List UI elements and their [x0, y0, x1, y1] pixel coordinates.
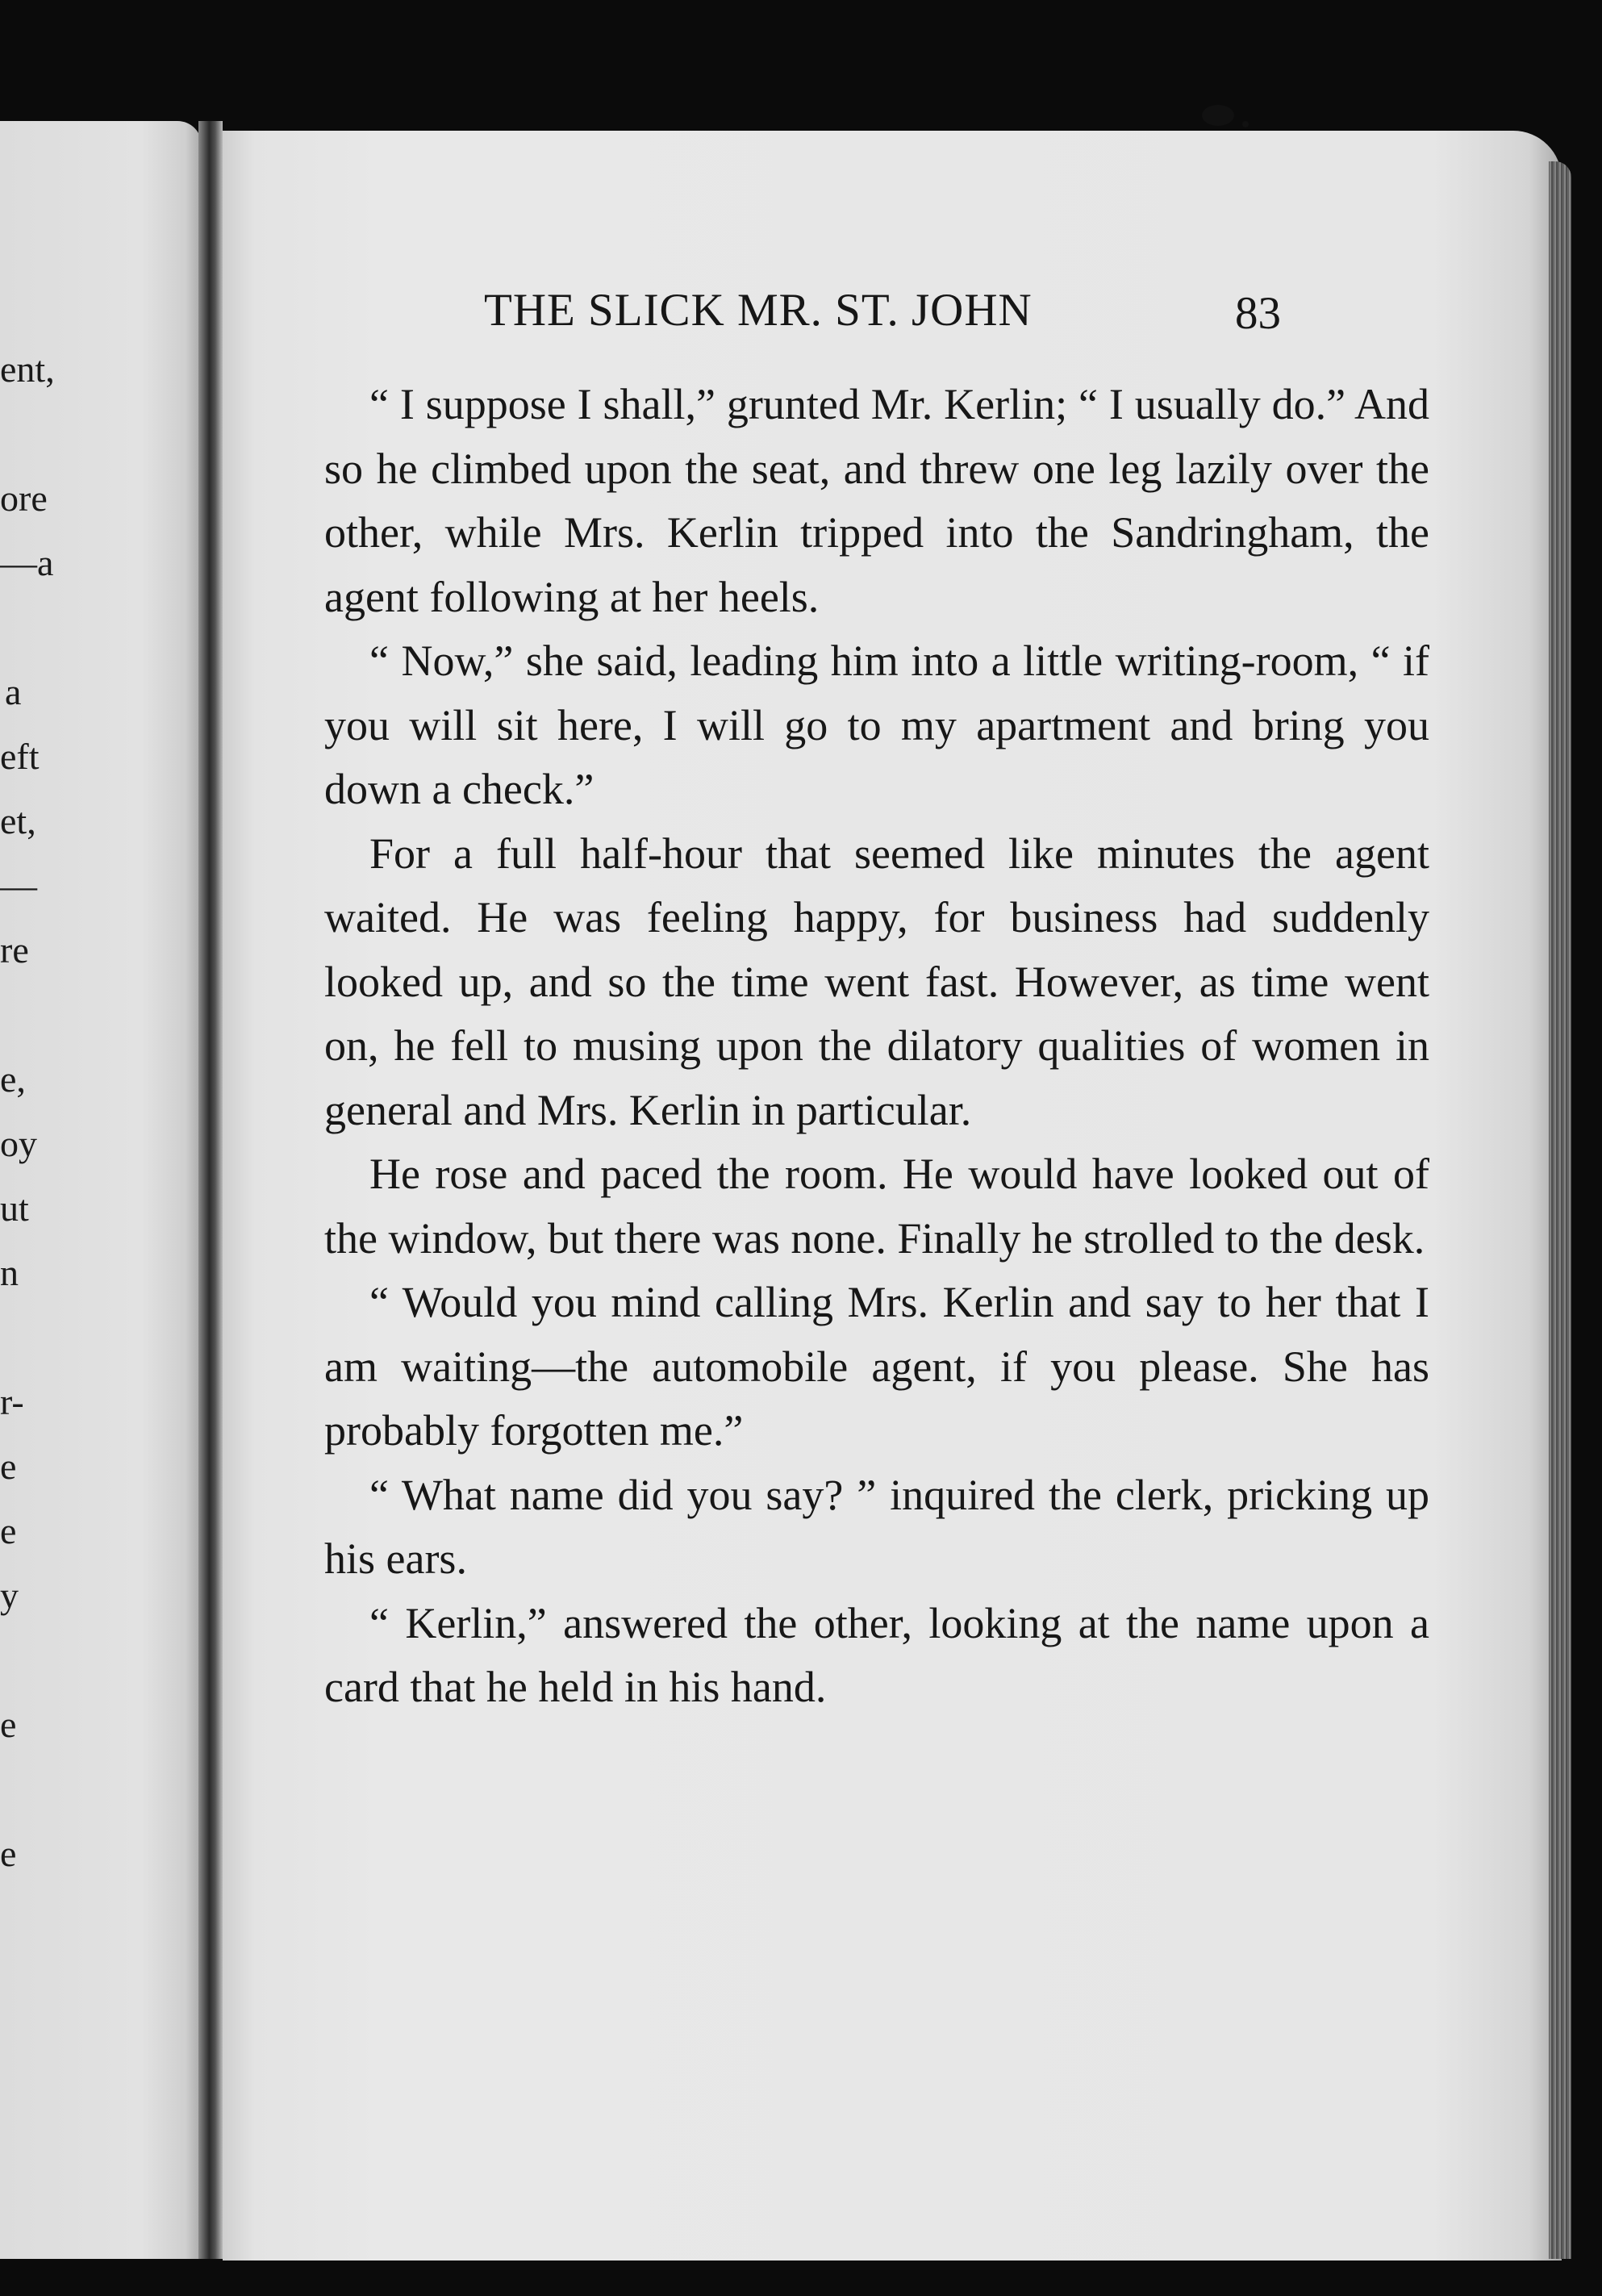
left-page-fragment: eft [0, 736, 40, 777]
page-header [223, 284, 1287, 349]
left-page-fragment: re [0, 929, 29, 971]
page-edge-shadow [1549, 161, 1571, 2259]
paragraph: For a full half-hour that seemed like minutes the agent waited. He was feeling happy, for business had suddenly looked up, and so the time went fast. However, as time went on, he fell to musing upon the dilatory qualities of women in general and Mrs. Kerlin in particular. [324, 829, 1429, 1134]
left-page-fragment: ent, [0, 349, 55, 390]
left-page-fragment: a [5, 671, 22, 712]
left-page-fragment: n [0, 1252, 19, 1293]
paragraph: “ Kerlin,” answered the other, looking at the name upon a card that he held in his hand. [324, 1598, 1429, 1711]
paragraph: He rose and paced the room. He would have looked out of the window, but there was none. Finally he strolled to the desk. [324, 1150, 1429, 1263]
left-page-fragment: e, [0, 1058, 26, 1100]
left-page-fragment: et, [0, 800, 36, 841]
paragraph: “ What name did you say? ” inquired the clerk, pricking up his ears. [324, 1470, 1429, 1583]
paragraph: “ Would you mind calling Mrs. Kerlin and say to her that I am waiting—the automobile agent, if you please. She has probably forgotten me.” [324, 1278, 1429, 1455]
paragraph: “ I suppose I shall,” grunted Mr. Kerlin; “ I usually do.” And so he climbed upon the seat, and threw one leg lazily over the other, while Mrs. Kerlin tripped into the Sandringham, the agent following at her heels. [324, 380, 1429, 621]
left-page-fragment: y [0, 1575, 19, 1616]
left-page-fragment: ore [0, 478, 48, 519]
left-page-fragment: oy [0, 1123, 37, 1164]
paragraph: “ Now,” she said, leading him into a little writing-room, “ if you will sit here, I will go to my apartment and bring you down a check.” [324, 637, 1429, 813]
page-body [324, 373, 1429, 1720]
scan-speck [1202, 105, 1234, 126]
right-page [223, 131, 1562, 2261]
page-number: 83 [1235, 288, 1281, 339]
left-page-fragment: e [0, 1704, 17, 1745]
left-page [0, 121, 202, 2259]
left-page-fragment: r- [0, 1381, 24, 1422]
running-title: THE SLICK MR. ST. JOHN [484, 285, 1033, 336]
left-page-fragment: e [0, 1446, 17, 1487]
book-gutter [198, 121, 223, 2259]
left-page-fragment: e [0, 1510, 17, 1551]
scan-speck [1242, 121, 1249, 127]
left-page-fragment: e [0, 1833, 17, 1874]
left-page-fragment: — [0, 865, 37, 906]
left-page-fragment: —a [0, 542, 54, 583]
left-page-fragment: ut [0, 1188, 29, 1229]
